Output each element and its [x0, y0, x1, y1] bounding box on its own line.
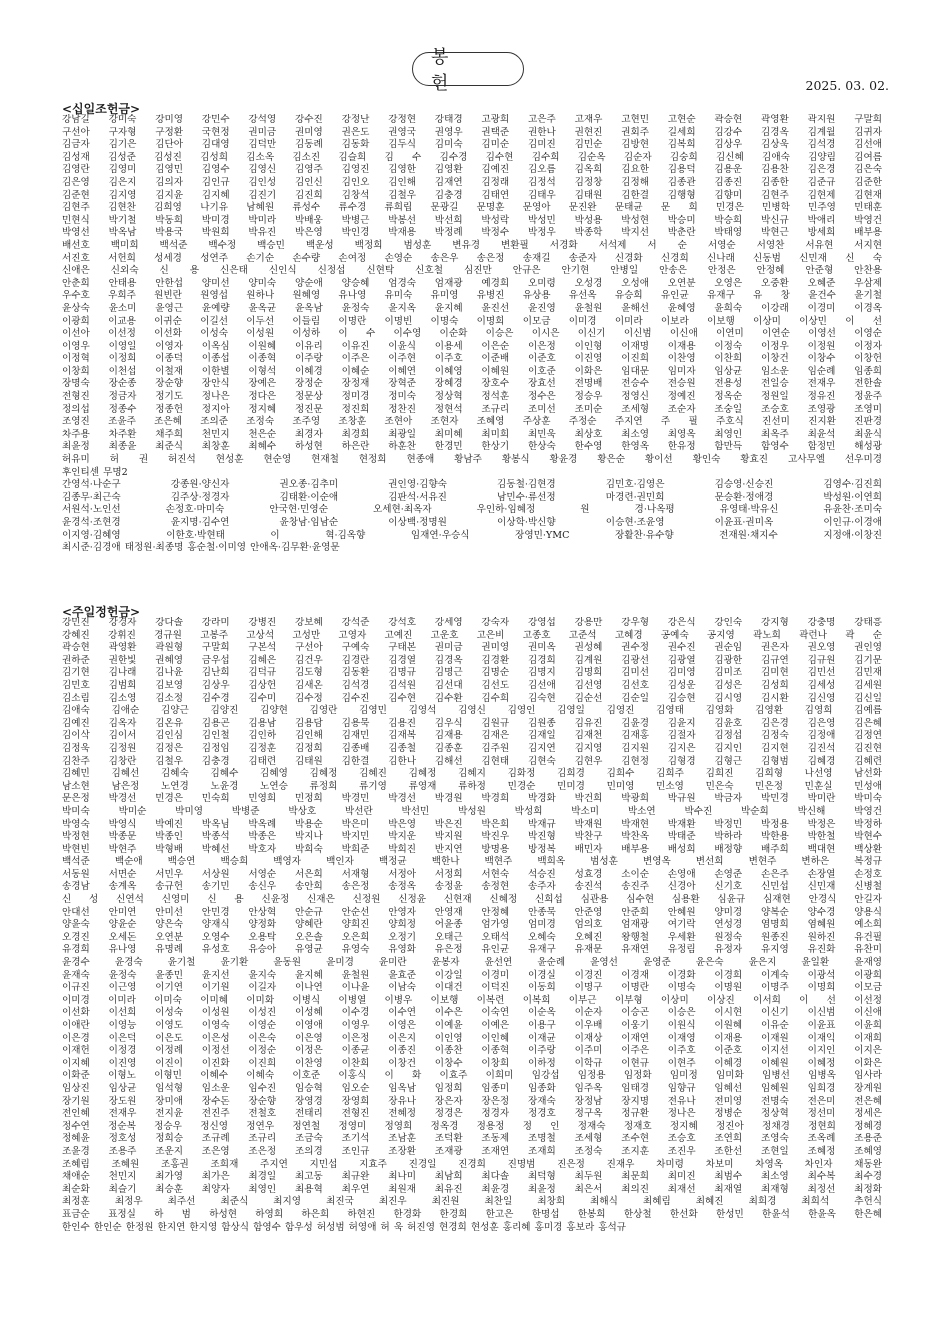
name-line: 윤상숙 윤소미 윤영근 윤예량 윤옥균 윤옥남 윤정숙 윤지옥 윤지혜 윤진선 윤진영 윤철원 윤해선 윤혜영 윤희숙 이강래 이경미 이경옥: [62, 302, 882, 314]
name-line: 박영숙 박영식 박예진 박옥님 박옥례 박용순 박은미 박은영 박은진 박은희 박재규 박재원 박재현 박재환 박정민 박정용 박정은 박정하: [62, 818, 882, 830]
name-line: 유경희 유나영 유명례 유성호 유승아 유영균 유영숙 유영화 유은정 유인균 유재구 유재문 유재연 유정림 유정자 유지영 유진화 유찬미: [62, 944, 882, 956]
name-line: 이창희 이천섭 이철재 이한별 이형석 이혜경 이혜순 이혜연 이혜영 이혜원 이호준 이화은 임대문 임미자 임상균 임소운 임순례 임종희: [62, 365, 882, 377]
name-line: 백석준 백순애 백승연 백승희 백영자 백인자 백정균 백한나 백현주 백희옥 범성훈 변영옥 변선희 변현주 변하은 복정규: [62, 856, 882, 868]
name-line: 이규진 이근영 이기연 이기원 이길자 이나연 이나윤 이남숙 이대건 이덕진 이동희 이명구 이명란 이명숙 이명원 이명주 이명희 이모금: [62, 982, 882, 994]
name-line: 서동원 서면순 서민우 서상원 서영순 서은희 서재형 서정아 서정희 서현숙 석승진 성효경 소이순 손영애 손영준 손은주 손장열 손정호: [62, 868, 882, 880]
name-line: 이지영·김혜영 이한호·박현태 이 혁·김옥향 임재연·우승식 장영민·YMC 장활찬·유수향 전재원·채지수 지정애·이창진: [62, 529, 882, 541]
name-line: 후인티센 무명2: [62, 466, 128, 478]
name-line: 우수호 우희주 원빈란 원영섭 원하나 원혜영 유나영 유미숙 유미영 유병진 유상용 유선옥 유승희 유인균 유재구 유 창 윤건수 윤기철: [62, 290, 882, 302]
name-line: 강민진 강경자 강다솔 강라미 강병진 강보혜 강석준 강석호 강세영 강숙자 강영섭 강용만 강우형 강은식 강인숙 강지형 강충명 강태흥: [62, 617, 882, 628]
name-line: 윤경석·조현경 윤지명·김수연 윤창남·임남순 이상백·정명원 이상학·박신향 이승현·조윤영 이윤표·권미옥 이인규·이경애: [62, 517, 882, 528]
name-line: 김이삭 김이서 김인심 김인철 김인하 김인해 김재민 김재복 김재용 김재은 김재일 김재천 김재홍 김절자 김정섭 김정숙 김정애 김정연: [62, 730, 882, 742]
name-line: 안춘희 안태용 안한섭 양미선 양미숙 양순애 양승혜 엄경숙 엄재광 예경희 오미령 오성경 오성애 오연분 오영은 오중환 오혜준 우삼제: [62, 277, 882, 289]
name-line: 문은정 박경선 민경은 민숙희 민영희 민정희 박경민 박경선 박경원 박경희 박경화 박건희 박광희 박규원 박금자 박민경 박미란 박미숙: [62, 793, 882, 805]
name-line: 배선호 백미희 백석준 백수정 백승민 백운성 백정희 범성훈 변유경 변환필 서경화 서석제 서 순 서영순 서영찬 서유현 서지현: [62, 239, 882, 251]
name-line: 이은경 이은덕 이은도 이은성 이은숙 이은영 이은정 이은지 이인영 이인혜 이재균 이재상 이재연 이재영 이재용 이재원 이재익 이재희: [62, 1032, 882, 1044]
name-line: 신 성 신연석 신영미 신 용 신윤정 신재은 신정원 신정윤 신현재 신혜정 신희섭 심관용 심수현 심용환 심윤규 심재현 안경식 안길자: [62, 894, 882, 906]
name-line: 남소현 남은정 노연경 노윤경 노연승 류정희 류기영 류영재 류하정 민경순 민미경 민미영 민소영 민은숙 민은정 민훈실 민성애: [62, 780, 882, 792]
name-line: 정수연 정순복 정승우 정신영 정연우 정연철 정영미 정영희 정옥경 정용정 정 인 정재숙 정재호 정지혜 정진아 정채경 정현희 정혜경: [62, 1120, 882, 1132]
name-line: 안대선 안미연 안미선 안민경 안상혁 안순규 안순선 안영자 안영재 안정혜 안종묵 안준영 안준희 안혜원 양미경 양복순 양수경 양용식: [62, 906, 882, 918]
name-line: 전인혜 전재우 전지윤 전진주 전철호 전태리 전형진 전혜정 정경은 정경자 정경호 정구옥 정규환 정나은 정병순 정상혁 정선미 정세은: [62, 1108, 882, 1120]
name-line: 허유미 허 권 허진석 현성훈 현순영 현재철 현정희 현종애 황남주 황봉식 황윤경 황은순 황이선 황인숙 황효진 고사무엘 선우미경: [62, 454, 882, 466]
name-line: 김혜민 김혜선 김혜숙 김혜수 김혜영 김혜정 김혜진 김혜정 김혜지 김화정 김희경 김희수 김희주 김희진 김희형 나선영 남선화: [62, 768, 882, 780]
name-line: 이광희 이교용 이귀순 이길선 이두선 이들림 이명란 이명빈 이명숙 이명희 이모금 이미경 이미라 이보라 이보행 이상미 이상민 이 선: [62, 315, 882, 327]
name-line: 강남길 강미숙 강미영 강민수 강석영 강수진 강정난 강정현 강태경 고광희 고은주 고재우 고현민 고현순 곽승현 곽영환 곽지원 구말희: [62, 114, 882, 125]
name-line: 구선아 구자형 구정환 국현정 권미금 권미영 권은도 권영국 권영우 권택준 권한나 권현진 권회주 길세희 김강수 김경옥 김계월 김귀자: [62, 126, 882, 138]
name-line: 최윤정 최종윤 최준식 최창훈 최혜수 하성현 하은란 하훈찬 한경민 한상기 한상숙 한수영 한영옥 한유정 함만득 함영수 함정민 해성광: [62, 441, 882, 453]
name-line: 이지혜 이진영 이진이 이진화 이진희 이찬영 이찬희 이창건 이창수 이창희 이하정 이학규 이현규 이현주 이혜경 이혜원 이혜정 이화은: [62, 1057, 882, 1069]
name-line: 간영석·나순구 강종원·양신자 권오종·김추미 권인영·김향숙 김동철·김현경 김민호·김영은 김승영·신승진 김영수·김진희: [62, 479, 882, 491]
name-line: 김현주 김현찬 김희영 나기유 남혜원 류성수 류수경 류희립 문광길 문명훈 문영아 문진완 문태균 문 희 민경은 민병학 민주영 민태훈: [62, 202, 882, 214]
name-line: 이화준 이형노 이형민 이혜수 이혜숙 이호준 이홍식 이 화 이효주 이희미 임강섭 임정용 임정화 임미정 임미화 임병선 임병옥 임사라: [62, 1070, 882, 1082]
name-line: 조윤경 조용주 조운지 조은영 조은정 조의경 조인규 조장환 조재광 조재연 조재희 조정숙 조지훈 조진우 조한선 조현일 조혜정 조혜영: [62, 1145, 882, 1157]
name-line: 서진호 서헌희 성세경 성연주 손기순 손수량 손여정 손영순 송은우 송은정 송재길 송준자 신경화 신경희 신나래 신동범 신민재 신 숙: [62, 252, 882, 264]
name-line: 정의섭 정종수 정종헌 정지아 정지혜 정진문 정진희 정찬진 정현석 조규리 조미선 조미순 조세형 조순자 조숭일 조승호 조영광 조영미: [62, 403, 882, 415]
name-line: 이정혁 이정희 이종덕 이종섭 이종혁 이주랑 이주은 이주현 이주호 이준배 이준호 이진영 이진희 이찬영 이찬희 이창건 이창수 이창헌: [62, 353, 882, 365]
name-line: 최시준·김경애 태정원·최종명 홍순철·이미영 안애옥·김무환·윤영문: [62, 542, 340, 554]
name-line: 박정현 박종문 박종인 박종석 박종은 박지나 박지민 박지운 박지원 박진우 박진형 박찬구 박찬옥 박태준 박하라 박한용 박한철 박현수: [62, 831, 882, 843]
name-line: 김종무·최근숙 김주상·정경자 김태환·이순애 김판석·서유진 남민수·류선정 마경련·권민희 문승환·정애경 박성원·이연희: [62, 491, 882, 503]
name-line: 김영란 김영미 김영민 김영수 김영신 김영주 김영진 김영한 김영환 김예진 김오름 김옥희 김요한 김용덕 김용운 김용찬 김은경 김은숙: [62, 164, 882, 176]
name-line: 김금자 김기은 김단아 김대영 김덕만 김동례 김동화 김두식 김미숙 김미순 김미진 김민순 김방현 김복희 김상우 김상욱 김석경 김선애: [62, 139, 882, 151]
name-line: 김은영 김은지 김의자 김인규 김인성 김인신 김인오 김인해 김재연 김정래 김정석 김정창 김정해 김종관 김종진 김종한 김준규 김준한: [62, 176, 882, 188]
name-line: 민현식 박기철 박동희 박미경 박미라 박배웅 박병근 박봉선 박선희 박성락 박성민 박성용 박성현 박승미 박승희 박신규 박애리 박영건: [62, 214, 882, 226]
name-line: 이애란 이영능 이영도 이영숙 이영순 이영애 이영우 이영은 이예윤 이예은 이용구 이우배 이웅기 이원식 이원혜 이유순 이윤표 이윤희: [62, 1020, 882, 1031]
name-line: 김애숙 김애순 김양근 김양진 김양현 김영란 김영민 김영석 김영신 김영인 김영일 김영진 김영태 김영화 김영환 김영희 김예름: [62, 705, 882, 717]
name-line: 이영우 이영일 이영자 이옥심 이원혜 이유리 이유진 이윤식 이용세 이은순 이은정 이인형 이재명 이재용 이정숙 이정우 이정원 이정자: [62, 340, 882, 352]
name-line: 조영진 조윤주 조은혜 조의준 조정숙 조주영 조창훈 조현아 조현자 조혜영 주상훈 주정순 주지연 주 필 주호식 진선미 진지환 진판경: [62, 416, 882, 428]
name-line: 강혜진 강휘진 경규원 고봉주 고상석 고성만 고영자 고예진 고운호 고은비 고종호 고준석 고혜경 공예숙 공지영 곽노희 곽런나 곽 순: [62, 629, 882, 641]
name-line: 표금순 표정실 하 범 하성현 하영희 하은희 하현진 한경화 한경희 한고은 한명섭 한봉희 한상철 한선화 한성민 한윤석 한윤옥 한은혜: [62, 1208, 882, 1220]
name-line: 김민호 김범희 김보영 김상우 김상헌 김새온 김석경 김석원 김선대 김선도 김선애 김선영 김선호 김성운 김성은 김성희 김세성 김세원: [62, 679, 882, 691]
name-line: 신애은 신외숙 신 용 신은태 신인식 신정섭 신현탁 신호철 심진만 안규은 안기현 안병일 안송은 안정은 안정혜 안준형 안찬용: [62, 265, 882, 277]
name-line: 김기현 김나래 김나윤 김난희 김덕규 김도형 김동환 김명규 김명근 김명순 김명지 김명희 김미선 김미영 김미조 김미현 김민선 김민재: [62, 667, 882, 679]
name-line: 조혜림 조혜원 조홍권 조희재 주지연 지민섭 지효주 진경일 진경희 진명범 진은정 진재우 차미령 차보미 차영옥 차인자 채동완: [62, 1158, 882, 1170]
name-line: 권하준 권한빛 권혜영 금우섭 김혜은 김건우 김경란 김경열 김경옥 김경환 김경희 김계원 김광선 김광열 김광한 김규연 김규원 김기문: [62, 654, 882, 666]
name-line: 김성재 김성준 김성진 김성희 김소옥 김소진 김슬희 김 수 김수경 김수현 김수희 김순옥 김순자 김숭희 김신혜 김애숙 김양림 김여름: [62, 151, 882, 163]
name-line: 한인수 한인순 한정원 한지연 한지영 함상식 함영수 함우성 허성범 허영애 허 욱 허진영 현경희 현성훈 홍리혜 홍미경 홍보라 홍석규: [62, 1221, 627, 1233]
name-line: 이선아 이선정 이선화 이성숙 이성원 이성하 이 수 이수영 이순화 이승은 이시은 이신기 이신범 이신애 이연미 이연순 이영선 이영순: [62, 328, 882, 340]
name-line: 윤재숙 윤정숙 윤종민 윤지선 윤지숙 윤지혜 윤철원 윤효준 이강일 이경미 이경실 이경진 이경재 이경화 이경희 이계숙 이광석 이광희: [62, 969, 882, 981]
name-line: 송경남 송계옥 송규헌 송기민 송신우 송안희 송은정 송정옥 송정윤 송정현 송주자 송진석 송진주 신경아 신기호 신민섭 신민재 신병철: [62, 881, 882, 893]
name-line: 정혜윤 정호성 정희승 조규례 조규리 조금숙 조기석 조남훈 조덕환 조동제 조명철 조세형 조수현 조승호 조연희 조영숙 조옥례 조용준: [62, 1133, 882, 1145]
name-line: 김찬주 김창란 김철우 김충경 김태련 김태원 김한결 김한나 김해선 김현태 김현숙 김현우 김현정 김형경 김형근 김형범 김혜경 김혜련: [62, 755, 882, 767]
name-line: 서원석·노인선 손정호·마미숙 안국현·민영순 오세현·최옥자 우인하·임혜정 원 경·나옥평 유영태·박유신 유윤찬·조미숙: [62, 504, 882, 516]
name-line: 장명숙 장순종 장순향 장안식 장예은 장정순 장정재 장혁준 장혜경 장호수 장효선 전명배 전승수 전승원 전용성 전일승 전재우 전한솔: [62, 378, 882, 390]
name-line: 김준현 김지영 김지윤 김지혜 김진기 김진희 김창석 김철우 김충경 김태연 김태우 김태원 김한결 김행형 김향미 김현주 김현제 김현재: [62, 189, 882, 201]
name-line: 장기원 장도원 장미애 장수돈 장순향 장영경 장영희 장유나 장은자 장은정 장재숙 장정남 장지명 전유나 전미영 전명숙 전은미 전은혜: [62, 1095, 882, 1107]
name-line: 이재헌 이정경 이정례 이정선 이정순 이정은 이종균 이종진 이종찬 이종혁 이주랑 이주미 이주은 이주호 이준호 이지선 이지인 이지은: [62, 1045, 882, 1057]
page-title: 봉 헌: [412, 52, 524, 86]
name-line: 윤경수 윤경숙 윤기철 윤기환 윤동원 윤미경 윤미란 윤봉자 윤선연 윤순례 윤영선 윤영준 윤은숙 윤은지 윤일환 윤재영: [62, 957, 882, 969]
name-line: 박현빈 박현주 박형배 박혜선 박호자 박희숙 박희준 박희진 반지연 방명용 방정복 배민자 배부용 배성희 배정향 배주희 백대현 백상환: [62, 843, 882, 855]
name-line: 김소림 김소영 김소정 김수경 김수미 김수정 김수진 김수현 김수환 김수희 김숙현 김순선 김순일 김승현 김시영 김시환 김신영 김신일: [62, 692, 882, 704]
sunday-name-list: [62, 617, 882, 1234]
name-line: 이미경 이미라 이미숙 이미혜 이미화 이병식 이병열 이병우 이보행 이복련 이복희 이부근 이부형 이상미 이상진 이서희 이 선 이선정: [62, 994, 882, 1006]
name-line: 전형진 정금자 정기도 정나은 정다은 정문상 정미경 정미숙 정상혁 정석훈 정수은 정승우 정영신 정예진 정옥순 정원일 정유진 정윤주: [62, 391, 882, 403]
name-line: 최순화 최슬기 최승훈 최양자 최영인 최용혁 최우연 최원재 최유진 최윤경 최윤정 최은서 최의진 최재선 최재열 최재형 최정선 최정화: [62, 1183, 882, 1195]
name-line: 박영선 박옥남 박용국 박원희 박유진 박은영 박인경 박재용 박정례 박정수 박정우 박종학 박지선 박춘란 박태영 박현근 방세희 배부용: [62, 227, 882, 239]
name-line: 임상진 임상균 임석형 임소운 임수진 임승혁 임오순 임옥남 임정희 임종미 임종화 임주옥 임태경 임향규 임혜선 임혜원 임희경 장계원: [62, 1082, 882, 1094]
name-line: 곽승현 곽영환 곽원형 구말희 구본석 구선아 구예숙 구태본 권미금 권미영 권미옥 권성혜 권수정 권수진 권순임 권은자 권오영 권인영: [62, 642, 882, 654]
tithe-name-list: [62, 114, 882, 555]
page-date: 2025. 03. 02.: [805, 78, 889, 93]
name-line: 김예진 김옥자 김온유 김용곤 김용남 김용담 김용묵 김용진 김우식 김원규 김원종 김유진 김윤경 김윤지 김윤호 김은경 김은영 김은혜: [62, 717, 882, 729]
name-line: 채애순 천민지 최가영 최가은 최경일 최고동 최규완 최나미 최남희 최다솔 최덕형 최두원 최문희 최미진 최범수 최소영 최수복 최수경: [62, 1171, 882, 1183]
section-title-tithe: <십일조헌금>: [62, 102, 141, 116]
name-line: 최정훈 최정우 최주선 최준식 최지영 최진국 최진우 최진원 최찬일 최창희 최해식 최혜림 최혜진 최희경 최희석 추헌식: [62, 1196, 882, 1208]
name-line: 양윤숙 양윤순 양은숙 양재식 양정화 양혜란 양희진 양희정 어윤종 엄가영 엄미경 엄의호 엄재광 여기락 연성경 염명희 염혜원 예소희: [62, 919, 882, 931]
name-line: 오경진 오세돈 오연분 오영수 오용탁 오은솔 오은희 오정기 오태근 오태석 오혜숙 오혜진 왕행철 우세환 원정숙 원종진 원하진 유건필: [62, 931, 882, 943]
name-line: 박미숙 박미순 박미영 박병준 박상호 박선란 박선민 박성원 박성희 박소미 박소연 박수진 박순희 박신해 박영건: [62, 805, 882, 817]
name-line: 김정욱 김정원 김정은 김정임 김정훈 김정희 김종배 김종철 김종훈 김주원 김지연 김지영 김지원 김지은 김지인 김지현 김진석 김진현: [62, 742, 882, 754]
name-line: 차주용 차주환 채주희 천민지 천은순 최경자 최경희 최광일 최미혜 최미희 최민욱 최상호 최소영 최영옥 최영인 최옥주 최윤석 최윤식: [62, 428, 882, 440]
section-title-sunday: <주일정헌금>: [62, 605, 141, 619]
name-line: 이선화 이선희 이성숙 이성원 이성진 이성혜 이수경 이수연 이수은 이숙연 이순옥 이순자 이승곤 이승은 이시현 이신기 이신범 이신애: [62, 1007, 882, 1019]
